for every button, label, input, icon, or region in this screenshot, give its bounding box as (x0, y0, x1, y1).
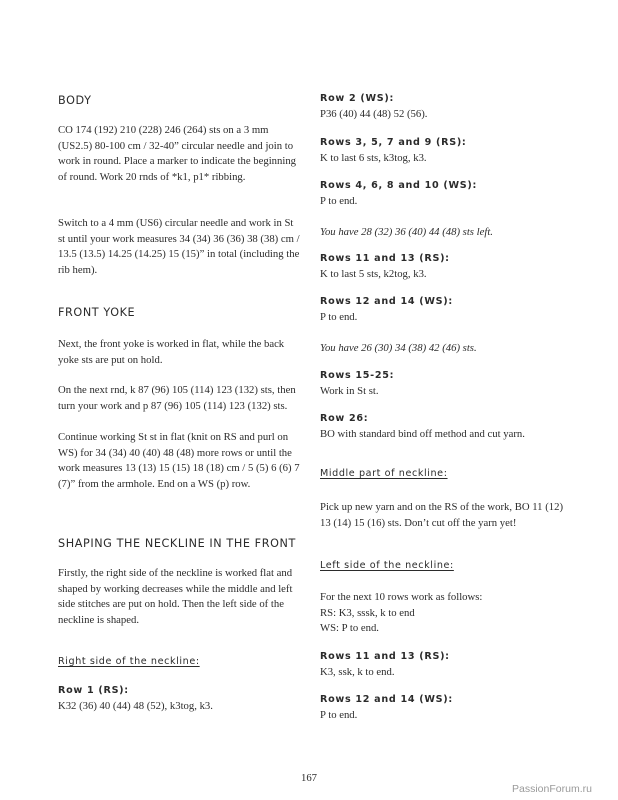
stitch-count-note-2: You have 26 (30) 34 (38) 42 (46) sts. (320, 342, 477, 354)
body-heading: BODY (58, 94, 92, 107)
neckline-paragraph: Firstly, the right side of the neckline is worked flat and shaped by working decreases while the middle and left side stitches are put on hold. Then the left side of the neckline is shaped. (58, 567, 293, 626)
front-yoke-paragraph-3: Continue working St st in flat (knit on RS and purl on WS) for 34 (34) 40 (40) 48 (48) more rows or until the work measures 13 (13) 15 (15) 18 (18) cm / 5 (5) 6 (6) 7 (7)” from the armhole. End on a WS (p) row. (58, 431, 300, 490)
page-number: 167 (300, 772, 318, 784)
right-side-neckline-heading: Right side of the neckline: (58, 656, 200, 667)
neckline-heading: SHAPING THE NECKLINE IN THE FRONT (58, 537, 296, 550)
rows-4-label: Rows 4, 6, 8 and 10 (WS): (320, 180, 478, 191)
front-yoke-paragraph-1: Next, the front yoke is worked in flat, while the back yoke sts are put on hold. (58, 338, 285, 366)
row-2-text: P36 (40) 44 (48) 52 (56). (320, 108, 428, 120)
left-side-ws: WS: P to end. (320, 622, 379, 634)
row-26-text: BO with standard bind off method and cut yarn. (320, 428, 525, 440)
front-yoke-heading: FRONT YOKE (58, 306, 136, 319)
left-rows-12-label: Rows 12 and 14 (WS): (320, 694, 453, 705)
body-paragraph-1: CO 174 (192) 210 (228) 246 (264) sts on a 3 mm (US2.5) 80-100 cm / 32-40” circular needle and join to work in round. Place a marker to indicate the beginning of round. Work 20 rnds of *k1, p1* ribbing. (58, 124, 297, 183)
watermark: PassionForum.ru (512, 783, 592, 795)
rows-3-text: K to last 6 sts, k3tog, k3. (320, 152, 427, 164)
front-yoke-paragraph-2: On the next rnd, k 87 (96) 105 (114) 123 (132) sts, then turn your work and p 87 (96) 105 (114) 123 (132) sts. (58, 384, 296, 412)
left-side-intro: For the next 10 rows work as follows: (320, 591, 483, 603)
left-rows-11-label: Rows 11 and 13 (RS): (320, 651, 450, 662)
middle-neckline-paragraph: Pick up new yarn and on the RS of the work, BO 11 (12) 13 (14) 15 (16) sts. Don’t cut off the yarn yet! (320, 501, 564, 529)
left-rows-12-text: P to end. (320, 709, 358, 721)
rows-15-label: Rows 15-25: (320, 370, 395, 381)
rows-11-label: Rows 11 and 13 (RS): (320, 253, 450, 264)
rows-15-text: Work in St st. (320, 385, 379, 397)
rows-3-label: Rows 3, 5, 7 and 9 (RS): (320, 137, 467, 148)
left-side-neckline-heading: Left side of the neckline: (320, 560, 454, 571)
rows-12-text: P to end. (320, 311, 358, 323)
rows-4-text: P to end. (320, 195, 358, 207)
stitch-count-note-1: You have 28 (32) 36 (40) 44 (48) sts left. (320, 226, 493, 238)
row-1-text: K32 (36) 40 (44) 48 (52), k3tog, k3. (58, 700, 213, 712)
row-1-label: Row 1 (RS): (58, 685, 129, 696)
left-side-rs: RS: K3, sssk, k to end (320, 607, 415, 619)
left-rows-11-text: K3, ssk, k to end. (320, 666, 395, 678)
row-2-label: Row 2 (WS): (320, 93, 394, 104)
rows-12-label: Rows 12 and 14 (WS): (320, 296, 453, 307)
rows-11-text: K to last 5 sts, k2tog, k3. (320, 268, 427, 280)
body-paragraph-2: Switch to a 4 mm (US6) circular needle and work in St st until your work measures 34 (34) 36 (36) 38 (38) cm / 13.5 (13.5) 14.25 (14.25) 15 (15)” in total (including the rib hem). (58, 217, 300, 276)
middle-neckline-heading: Middle part of neckline: (320, 468, 448, 479)
row-26-label: Row 26: (320, 413, 369, 424)
